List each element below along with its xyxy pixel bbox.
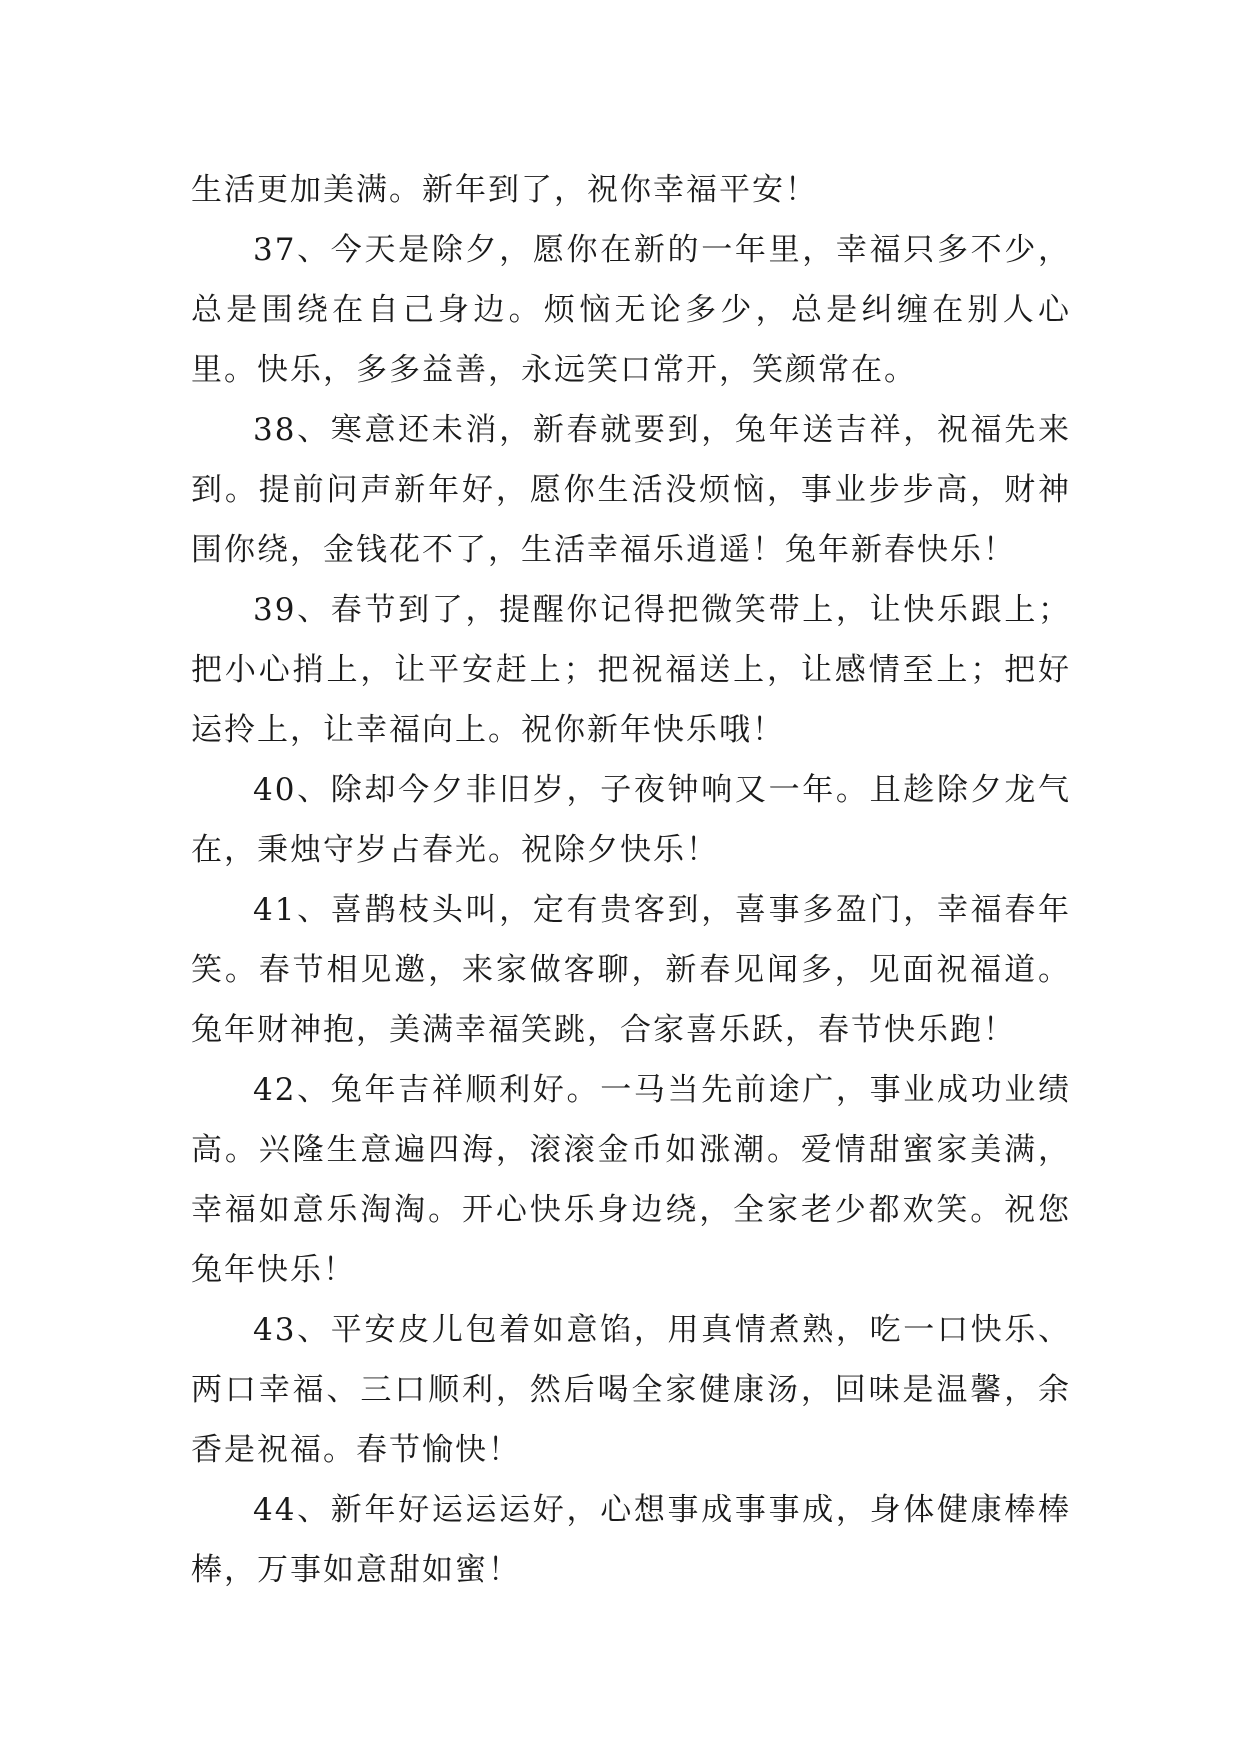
paragraph-39: 39、春节到了，提醒你记得把微笑带上，让快乐跟上；把小心捎上，让平安赶上；把祝福送上，让感情至上；把好运拎上，让幸福向上。祝你新年快乐哦！ (191, 592, 1071, 748)
paragraph-continuation: 生活更加美满。新年到了，祝你幸福平安！ (191, 172, 818, 208)
paragraph-38: 38、寒意还未消，新春就要到，兔年送吉祥，祝福先来到。提前问声新年好，愿你生活没烦恼，事业步步高，财神围你绕，金钱花不了，生活幸福乐逍遥！兔年新春快乐！ (191, 412, 1071, 568)
paragraph-43: 43、平安皮儿包着如意馅，用真情煮熟，吃一口快乐、两口幸福、三口顺利，然后喝全家健康汤，回味是温馨，余香是祝福。春节愉快！ (191, 1312, 1071, 1468)
paragraph-41: 41、喜鹊枝头叫，定有贵客到，喜事多盈门，幸福春年笑。春节相见邀，来家做客聊，新春见闻多，见面祝福道。兔年财神抱，美满幸福笑跳，合家喜乐跃，春节快乐跑！ (191, 892, 1071, 1048)
paragraph-37: 37、今天是除夕，愿你在新的一年里，幸福只多不少，总是围绕在自己身边。烦恼无论多少，总是纠缠在别人心里。快乐，多多益善，永远笑口常开，笑颜常在。 (191, 232, 1071, 388)
paragraph-44: 44、新年好运运运好，心想事成事事成，身体健康棒棒棒，万事如意甜如蜜！ (191, 1492, 1071, 1588)
paragraph-42: 42、兔年吉祥顺利好。一马当先前途广，事业成功业绩高。兴隆生意遍四海，滚滚金币如涨潮。爱情甜蜜家美满，幸福如意乐淘淘。开心快乐身边绕，全家老少都欢笑。祝您兔年快乐！ (191, 1072, 1071, 1288)
document-body (191, 160, 1071, 1600)
paragraph-40: 40、除却今夕非旧岁，子夜钟响又一年。且趁除夕龙气在，秉烛守岁占春光。祝除夕快乐！ (191, 772, 1071, 868)
